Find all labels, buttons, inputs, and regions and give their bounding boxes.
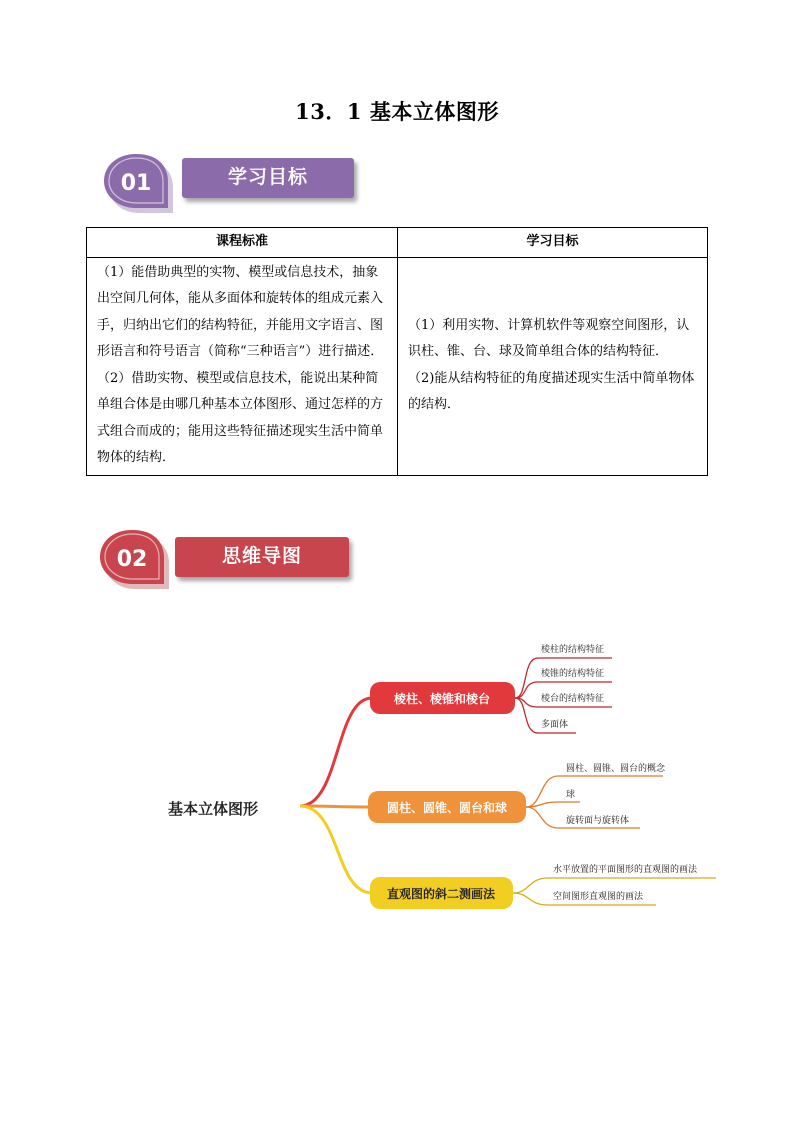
table-cell-standard — [87, 257, 398, 475]
branch-label: 圆柱、圆锥、圆台和球 — [386, 801, 508, 815]
mind-map — [0, 630, 794, 930]
section-title-banner: 思维导图 — [175, 537, 349, 577]
table-header-goal: 学习目标 — [398, 228, 708, 258]
mind-map-leaf: 棱锥的结构特征 — [541, 669, 605, 679]
table-cell-goal — [398, 257, 708, 475]
standard-paragraph: （2）借助实物、模型或信息技术，能说出某种简单组合体是由哪几种基本立体图形、通过怎样的方式组合而成的；能用这些特征描述现实生活中简单物体的结构． — [97, 370, 384, 465]
table-header-standard: 课程标准 — [87, 228, 398, 258]
mind-map-leaf: 棱台的结构特征 — [541, 694, 605, 704]
branch-connector — [300, 698, 372, 806]
mind-map-leaf: 多面体 — [541, 720, 569, 730]
goal-paragraph: （1）利用实物、计算机软件等观察空间图形，认识柱、锥、台、球及简单组合体的结构特征． — [408, 317, 690, 359]
mind-map-leaf: 球 — [566, 790, 576, 800]
branch-label: 棱柱、棱锥和棱台 — [393, 692, 491, 706]
branch-connector — [300, 806, 372, 893]
goal-paragraph: （2)能从结构特征的角度描述现实生活中简单物体的结构． — [408, 370, 695, 412]
page-title: 13．1 基本立体图形 — [295, 99, 499, 124]
section-title-banner: 学习目标 — [182, 158, 354, 198]
standard-paragraph: （1）能借助典型的实物、模型或信息技术，抽象出空间几何体，能从多面体和旋转体的组成元素入手，归纳出它们的结构特征，并能用文字语言、图形语言和符号语言（简称“三种语言”）进行描述． — [97, 264, 384, 359]
section-number-badge — [96, 526, 176, 591]
mind-map-leaf: 圆柱、圆锥、圆台的概念 — [566, 764, 666, 774]
section-number-text: 01 — [120, 171, 152, 196]
goals-table — [86, 227, 708, 476]
mind-map-leaf: 水平放置的平面图形的直观图的画法 — [553, 865, 698, 875]
mind-map-root: 基本立体图形 — [167, 800, 259, 818]
branch-label: 直观图的斜二测画法 — [386, 887, 496, 901]
mind-map-leaf: 棱柱的结构特征 — [541, 645, 605, 655]
leaf-connector — [513, 878, 716, 893]
section-number-badge — [100, 150, 180, 215]
section-number-text: 02 — [116, 547, 148, 572]
leaf-connector — [526, 776, 663, 807]
mind-map-leaf: 旋转面与旋转体 — [566, 816, 630, 826]
mind-map-leaf: 空间图形直观图的画法 — [553, 892, 644, 902]
